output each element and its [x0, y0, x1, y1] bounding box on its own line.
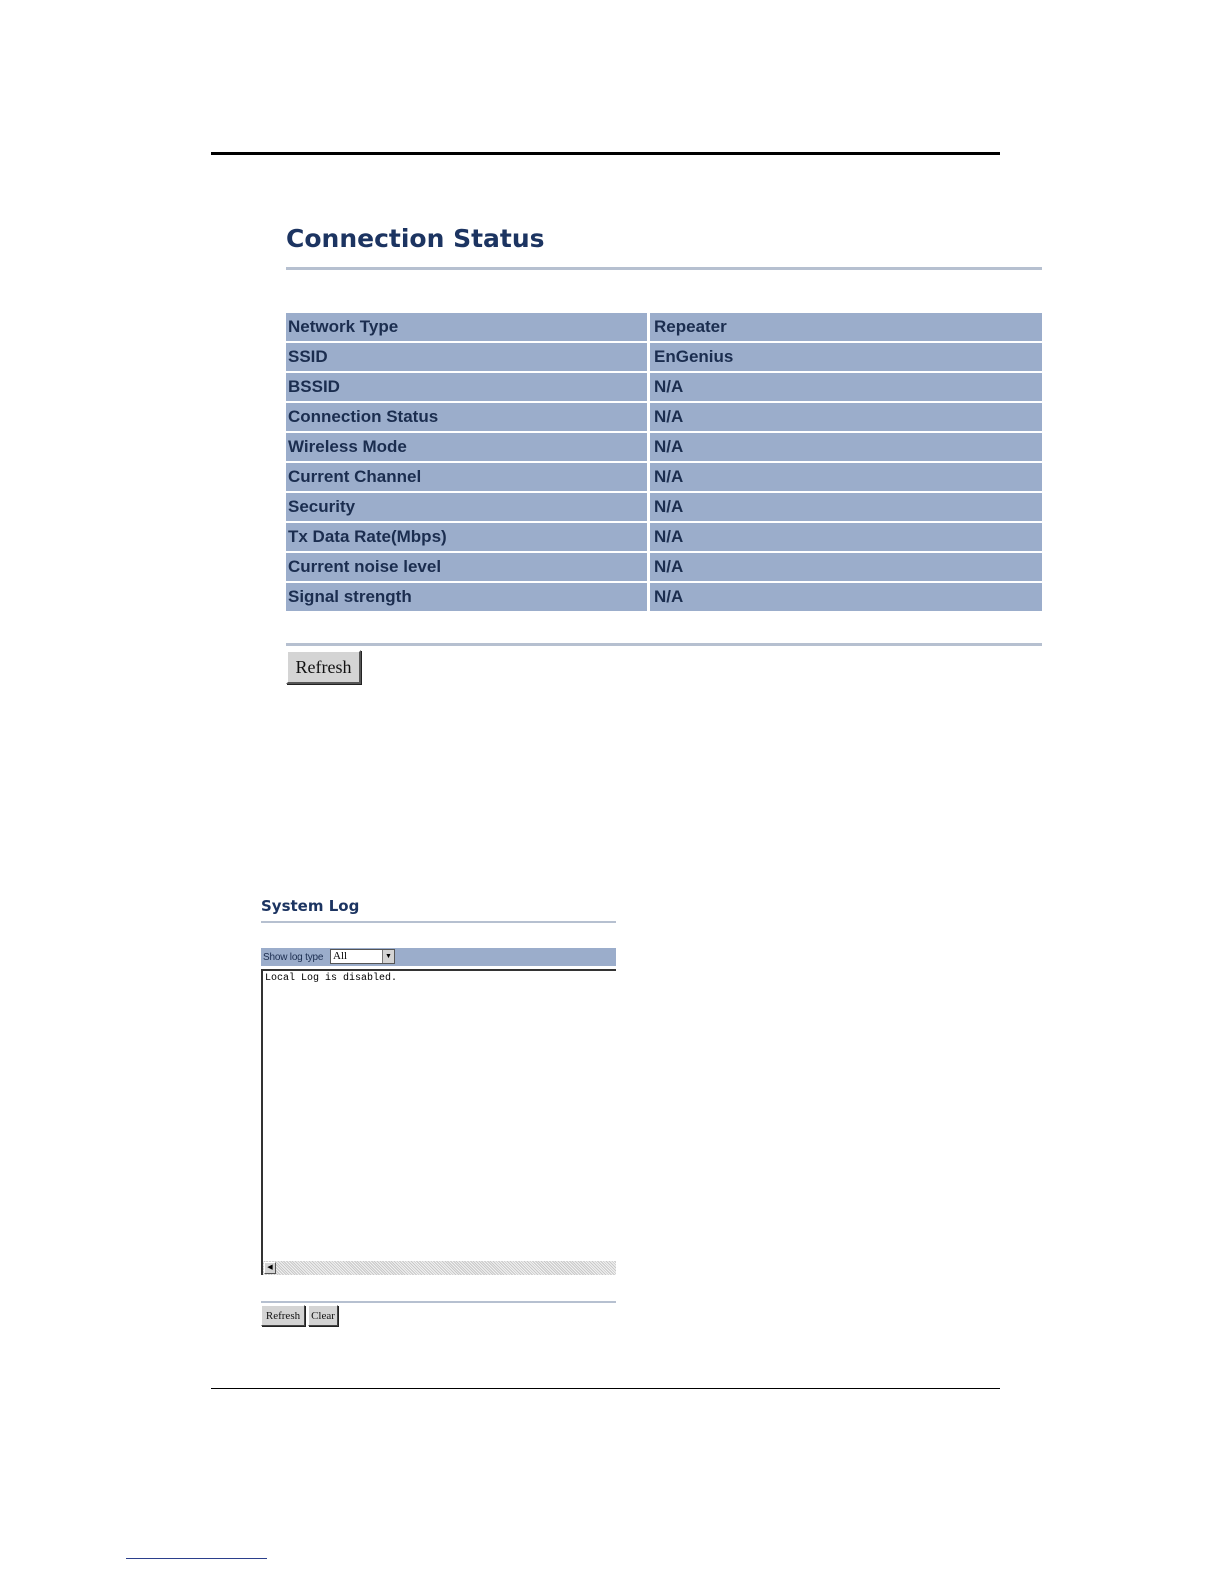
table-row: [286, 463, 1042, 491]
row-value: EnGenius: [650, 343, 1042, 371]
row-label: Connection Status: [286, 403, 650, 431]
table-row: [286, 373, 1042, 401]
connection-status-refresh-button[interactable]: Refresh: [286, 650, 361, 684]
horizontal-scrollbar[interactable]: [263, 1261, 616, 1275]
table-row: [286, 433, 1042, 461]
system-log-clear-button[interactable]: Clear: [308, 1305, 338, 1326]
page-bottom-rule: [211, 1388, 1000, 1389]
table-row: [286, 523, 1042, 551]
row-value: N/A: [650, 373, 1042, 401]
footnote-rule: [126, 1558, 267, 1559]
row-label: Current noise level: [286, 553, 650, 581]
row-label: Signal strength: [286, 583, 650, 611]
connection-status-bottom-rule: [286, 643, 1042, 646]
system-log-textarea[interactable]: [261, 969, 616, 1275]
connection-status-title-rule: [286, 267, 1042, 270]
system-log-refresh-button[interactable]: Refresh: [261, 1305, 305, 1326]
log-type-bar: [261, 948, 616, 966]
log-type-selected-value: All: [333, 950, 348, 962]
row-value: Repeater: [650, 313, 1042, 341]
page-top-rule: [211, 152, 1000, 155]
row-value: N/A: [650, 583, 1042, 611]
system-log-bottom-rule: [261, 1301, 616, 1303]
row-value: N/A: [650, 523, 1042, 551]
row-label: BSSID: [286, 373, 650, 401]
system-log-title: System Log: [261, 897, 360, 915]
table-row: [286, 313, 1042, 341]
row-label: SSID: [286, 343, 650, 371]
system-log-text: Local Log is disabled.: [265, 973, 398, 984]
arrow-left-icon[interactable]: ◀: [264, 1262, 276, 1274]
table-row: [286, 583, 1042, 611]
row-value: N/A: [650, 433, 1042, 461]
log-type-label: Show log type: [263, 952, 324, 963]
row-value: N/A: [650, 493, 1042, 521]
table-row: [286, 403, 1042, 431]
table-row: [286, 553, 1042, 581]
row-value: N/A: [650, 403, 1042, 431]
row-label: Security: [286, 493, 650, 521]
table-row: [286, 493, 1042, 521]
row-value: N/A: [650, 463, 1042, 491]
row-label: Network Type: [286, 313, 650, 341]
chevron-down-icon[interactable]: ▼: [382, 950, 394, 963]
system-log-title-rule: [261, 921, 616, 923]
table-row: [286, 343, 1042, 371]
log-type-select[interactable]: [330, 949, 395, 964]
row-label: Current Channel: [286, 463, 650, 491]
row-label: Tx Data Rate(Mbps): [286, 523, 650, 551]
row-value: N/A: [650, 553, 1042, 581]
connection-status-title: Connection Status: [286, 224, 545, 253]
row-label: Wireless Mode: [286, 433, 650, 461]
connection-status-table: [286, 311, 1042, 613]
